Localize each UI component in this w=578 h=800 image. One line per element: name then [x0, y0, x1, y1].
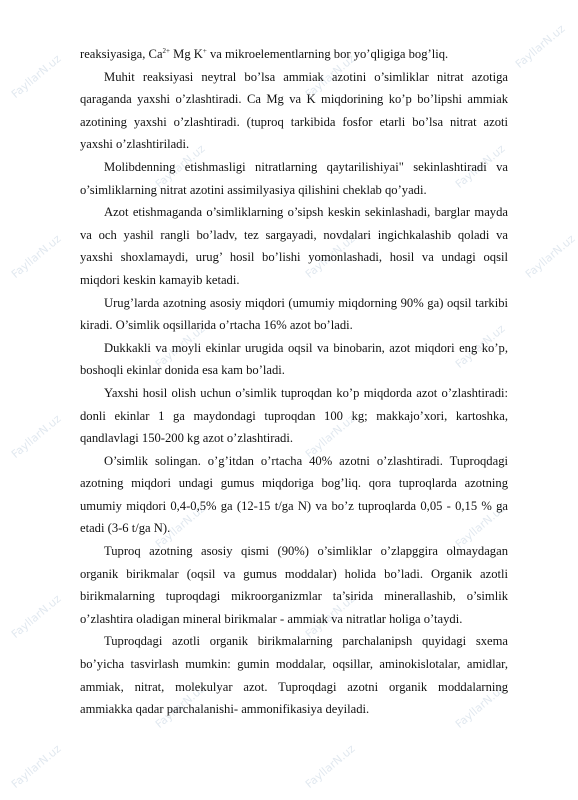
watermark-text: FayllarN.uz — [8, 232, 64, 281]
watermark-text: FayllarN.uz — [302, 592, 358, 641]
watermark-text: FayllarN.uz — [452, 142, 508, 191]
document-body — [80, 43, 508, 721]
paragraph-9: Tuproqdagi azotli organik birikmalarning parchalanipsh quyidagi sxema bo’yicha tasvirlash mumkin: gumin moddalar, oqsillar, aminokislotalar, amidlar, ammiak, nitrat, molekulyar azot. Tuproqdagi azotni organik moddalarning ammiakka qadar parchalanishi- ammonifikasiya deyiladi. — [80, 634, 508, 717]
watermark-text: FayllarN.uz — [152, 682, 208, 731]
watermark-text: FayllarN.uz — [302, 412, 358, 461]
watermark-text: FayllarN.uz — [452, 682, 508, 731]
watermark-text: FayllarN.uz — [302, 52, 358, 101]
paragraph-3: Azot etishmaganda o’simliklarning o’sipsh keskin sekinlashadi, barglar mayda va och yashil rangli bo’ladv, tez sargayadi, novdalari ingichkalashib qoladi va yaxshi shoxlamaydi, urug’ hosil bo’lishi yomonlashadi, hosil va undagi oqsil miqdori keskin kamayib ketadi. — [80, 205, 508, 287]
paragraph-4: Urug’larda azotning asosiy miqdori (umumiy miqdorning 90% ga) oqsil tarkibi kiradi. O’simlik oqsillarida o’rtacha 16% azot bo’ladi. — [80, 295, 508, 333]
paragraph-2: Molibdenning etishmasligi nitratlarning qaytarilishiyai" sekinlashtiradi va o’simliklarning nitrat azotini assimilyasiya qilishini cheklab qo’yadi. — [80, 159, 508, 197]
watermark-text: FayllarN.uz — [302, 232, 358, 281]
watermark-text: FayllarN.uz — [452, 322, 508, 371]
watermark-text: FayllarN.uz — [8, 52, 64, 101]
paragraph-5: Dukkakli va moyli ekinlar urugida oqsil va binobarin, azot miqdori eng ko’p, boshoqli ekinlar donida esa kam bo’ladi. — [80, 340, 508, 378]
paragraph-7: O’simlik solingan. o’g’itdan o’rtacha 40% azotni o’zlashtiradi. Tuproqdagi azotning miqdori undagi gumus miqdoriga bog’liq. qora tuproqlarda azotning umumiy miqdori 0,4-0,5% ga (12-15 t/ga N) va bo’z tuproqlarda 0,05 - 0,15 % ga etadi (3-6 t/ga N). — [80, 453, 508, 536]
watermark-text: FayllarN.uz — [512, 22, 568, 71]
watermark-text: FayllarN.uz — [522, 232, 578, 281]
watermark-text: FayllarN.uz — [152, 142, 208, 191]
watermark-text: FayllarN.uz — [8, 412, 64, 461]
watermark-text: FayllarN.uz — [8, 742, 64, 791]
paragraph-0: reaksiyasiga, $Ca^{2+}$ Mg K+ va mikroelementlarning bor yo’qligiga bog’liq. — [80, 46, 449, 61]
watermark-text: FayllarN.uz — [152, 502, 208, 551]
watermark-text: FayllarN.uz — [8, 592, 64, 641]
watermark-text: FayllarN.uz — [452, 502, 508, 551]
watermark-text: FayllarN.uz — [152, 322, 208, 371]
paragraph-8: Tuproq azotning asosiy qismi (90%) o’simliklar o’zlapggira olmaydagan organik birikmalar (oqsil va gumus moddalar) holida bo’ladi. Organik azotli birikmalarning tuproqdagi mikroorganizmlar ta’sirida minerallashib, o’simlik o’zlashtira oladigan mineral birikmalar - ammiak va nitratlar holiga o’taydi. — [80, 544, 508, 626]
watermark-text: FayllarN.uz — [302, 742, 358, 791]
paragraph-6: Yaxshi hosil olish uchun o’simlik tuproqdan ko’p miqdorda azot o’zlashtiradi: donli ekinlar 1 ga maydondagi tuproqdan 100 kg; makkajo’xori, kartoshka, qandlavlagi 150-200 kg azot o’zlashtiradi. — [80, 385, 508, 446]
paragraph-1: Muhit reaksiyasi neytral bo’lsa ammiak azotini o’simliklar nitrat azotiga qaraganda yaxshi o’zlashtiradi. Ca Mg va K miqdorining ko’p bo’lipshi ammiak azotining yaxshi o’zlashtiradi. (tuproq tarkibida fosfor etarli bo’lsa nitrat azoti yaxshi o’zlashtiriladi. — [80, 69, 508, 152]
